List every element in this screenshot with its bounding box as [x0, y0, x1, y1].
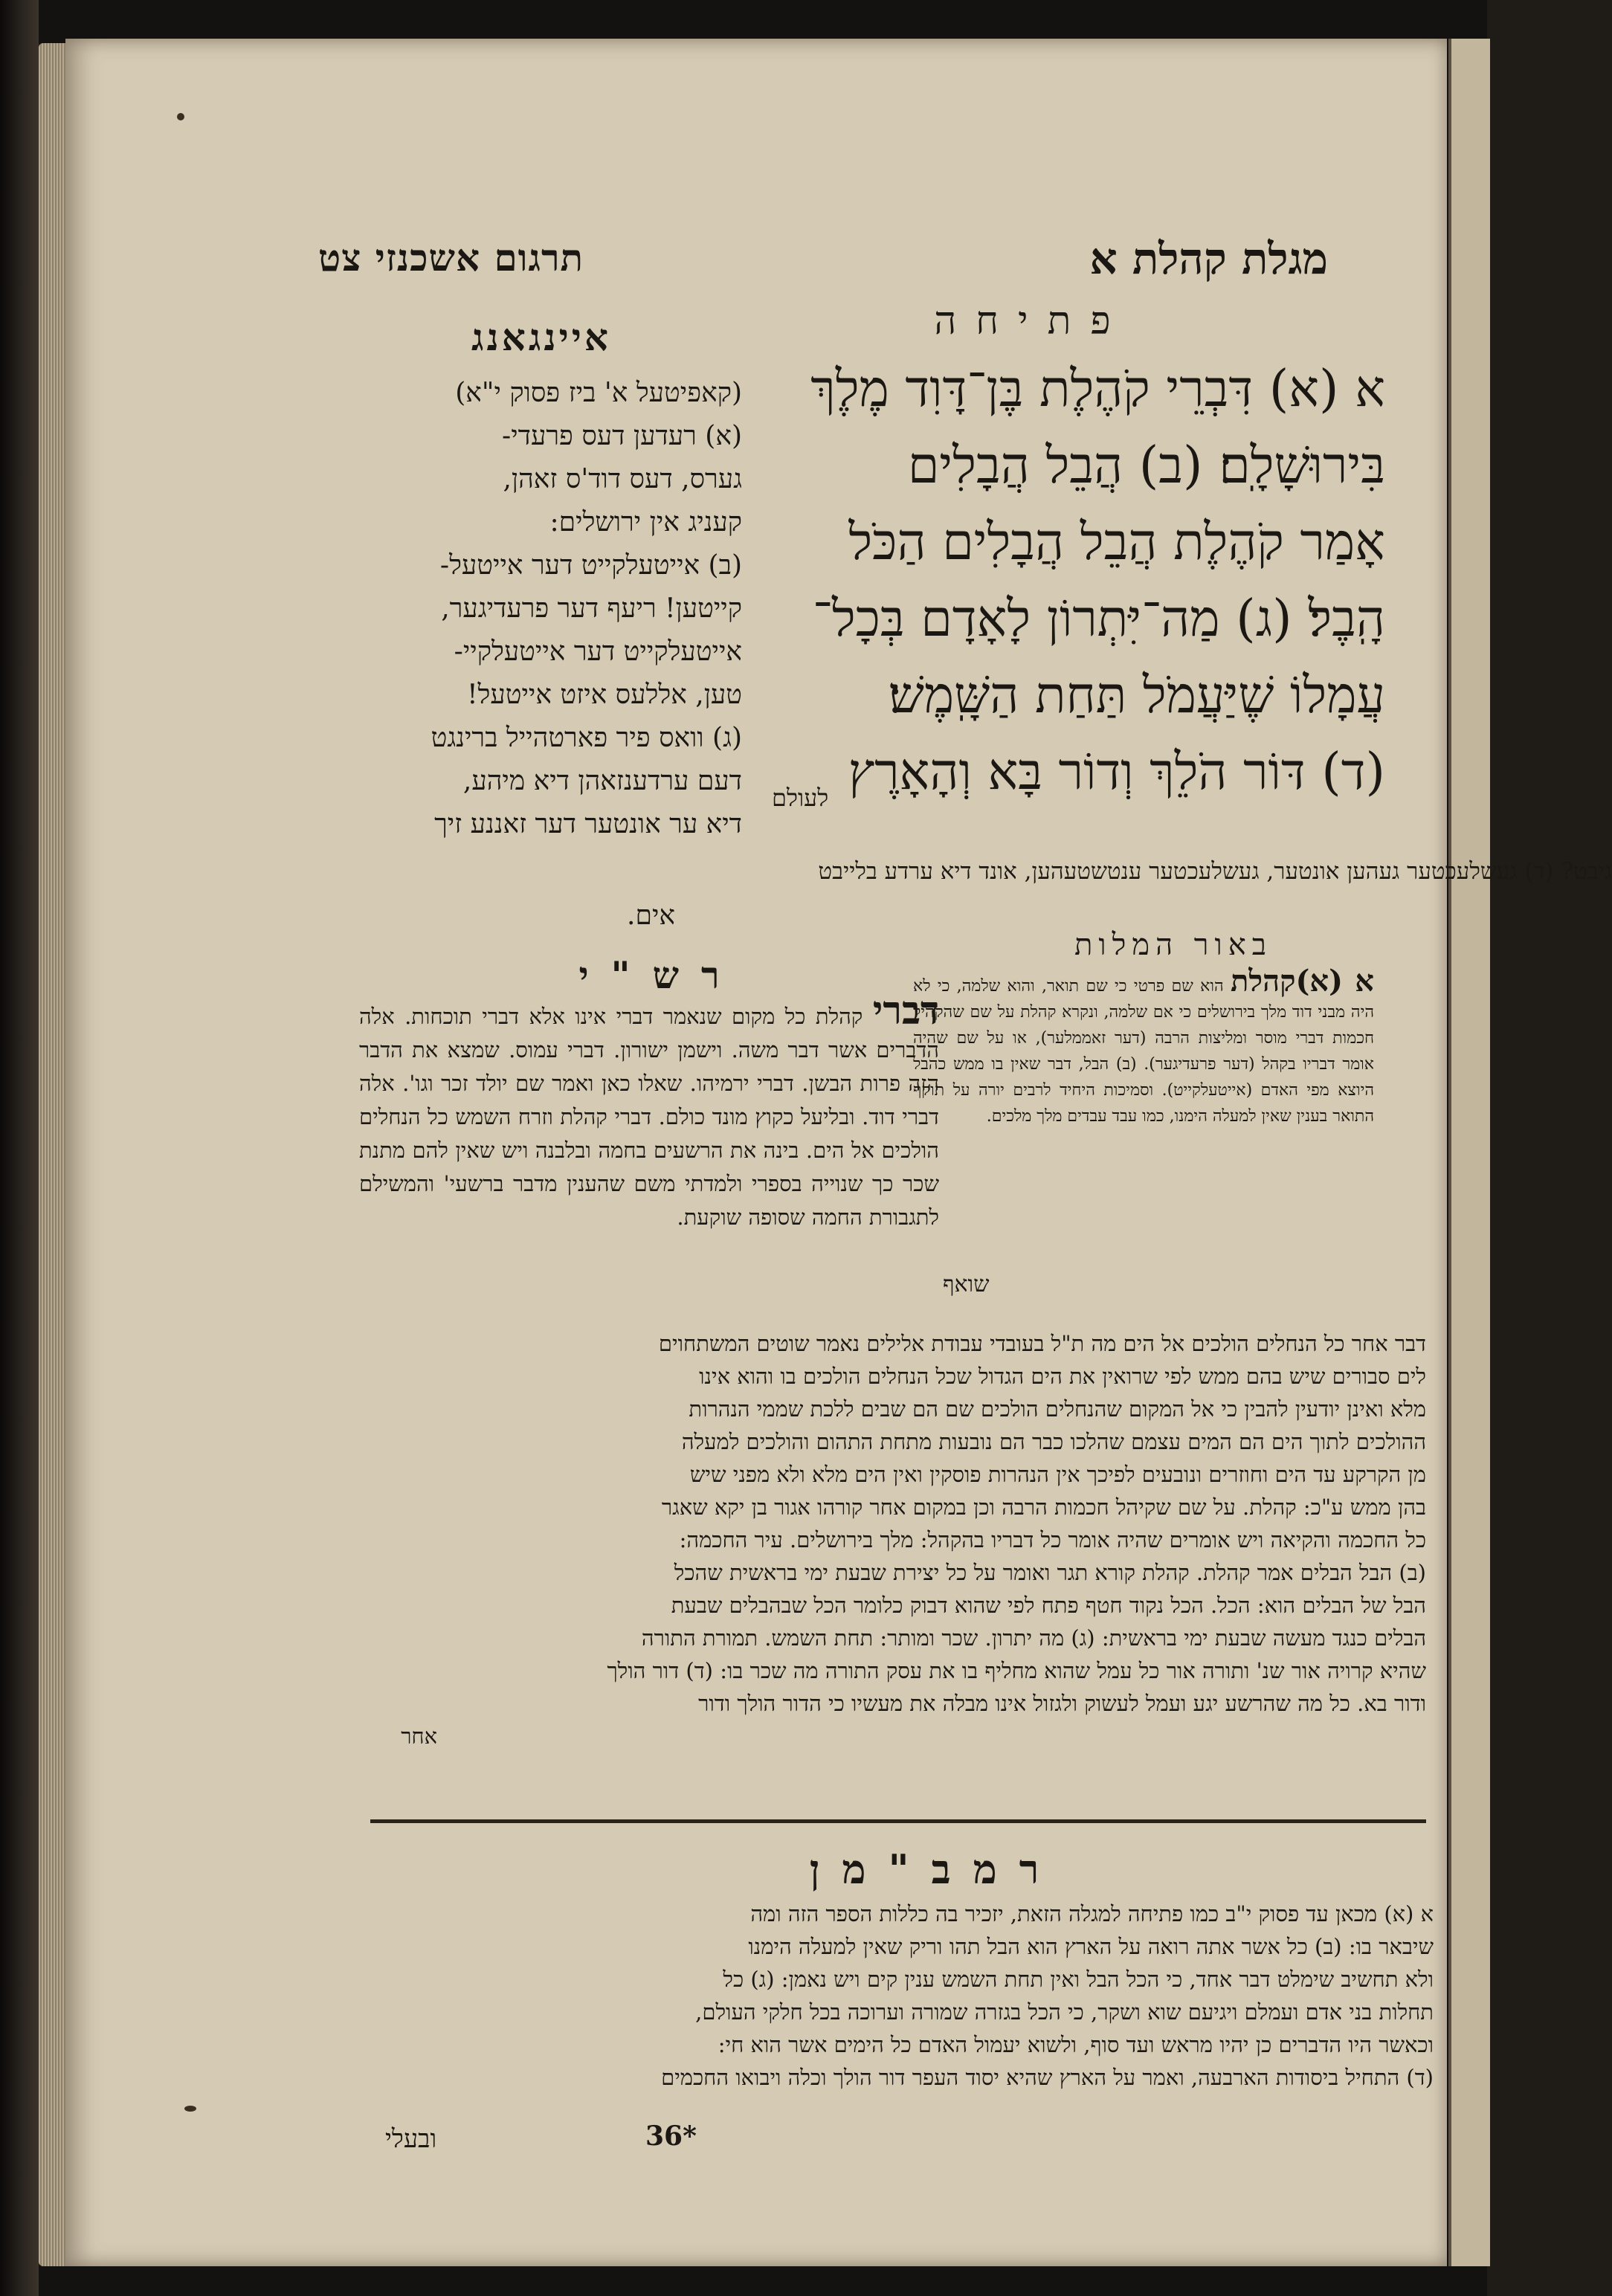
yiddish-line: (ג) וואס פיר פארטהייל ברינגט: [431, 723, 742, 753]
section-divider: [370, 1819, 1426, 1823]
biur-lead-word: א (א)קהלת: [1230, 964, 1374, 999]
rashi-wide-line: בהן ממש ע"כ: קהלת. על שם שקיהל חכמות הרבה וכן במקום אחר קורהו אגור בן יקא שאגר: [661, 1494, 1426, 1520]
biur-commentary: [913, 964, 1374, 1129]
yiddish-continuation: [348, 849, 1612, 938]
book-spine: [0, 0, 39, 2296]
verse-line: א (א) דִּבְרֵי קֹהֶלֶת בֶּן־דָּוִד מֶלֶךְ: [810, 360, 1385, 419]
hebrew-verse-text: [753, 351, 1385, 810]
ramban-line: א (א) מכאן עד פסוק י"ב כמו פתיחה למגלה הזאת, יזכיר בה כללות הספר הזה ומה: [750, 1901, 1434, 1926]
rashi-wide-line: לים סבורים שיש בהם ממש לפי שרואין את הים הגדול שכל הנחלים הולכים בו והוא אינו: [699, 1364, 1426, 1389]
adjacent-page: [1448, 39, 1490, 2266]
ramban-line: שיבאר בו: (ב) כל אשר אתה רואה על הארץ הוא הבל תהו וריק שאין למעלה הימנו: [748, 1934, 1434, 1959]
ink-spot: [177, 113, 184, 120]
yiddish-wide-line: אים.: [627, 900, 675, 931]
rashi-wide-line: ודור בא. כל מה שהרשע יגע ועמל לעשוק ולגזול אינו מבלה את מעשיו כי הדור הולך ודור: [698, 1691, 1426, 1716]
verse-line: אָמַר קֹהֶלֶת הֲבֵל הֲבָלִים הַכֹּל: [848, 513, 1385, 572]
yiddish-title: איינגאנג: [471, 315, 611, 359]
biur-title: באור המלות: [1074, 928, 1272, 962]
verse-catchword: לעולם: [772, 784, 829, 812]
rashi-title: רש"י: [578, 953, 742, 997]
book-page: [65, 39, 1612, 2266]
yiddish-line: קייטען! ריעף דער פרעדיגער,: [441, 593, 742, 624]
rashi-wide-line: הבל של הבלים הוא: הכל. הכל נקוד חטף פתח לפי שהוא דבוק כלומר הכל שבהבלים שבעת: [671, 1593, 1426, 1618]
yiddish-wide-line: גיבט? (ד) געשלעכטער געהען אונטער, געשלעכטער ענטשטעהען, אונד דיא ערדע בלייבט: [818, 858, 1612, 885]
rashi-wide-line: ההולכים לתוך הים הם המים עצמם שהלכו כבר הם נובעות מתחת התהום והולכים למעלה: [681, 1429, 1426, 1454]
rashi-catchword: אחר: [401, 1723, 437, 1749]
ink-spot: [184, 2106, 196, 2112]
rashi-wide-line: הבלים כנגד מעשה שבעת ימי בראשית: (ג) מה יתרון. שכר ומותר: תחת השמש. תמורת התורה: [641, 1625, 1426, 1651]
running-header-left: תרגום אשכנזי צט: [318, 236, 584, 280]
verse-line: בִּירוּשָׁלָֽם׃ (ב) הֲבֵל הֲבָלִים: [907, 436, 1385, 495]
rashi-wide-line: כל החכמה והקיאה ויש אומרים שהיה אומר כל דבריו בהקהל: מלך בירושלים. עיר החכמה:: [679, 1527, 1426, 1552]
peticha-heading: פתיחה: [934, 299, 1130, 344]
rashi-wide-line: מן הקרקע עד הים וחוזרים ונובעים לפיכך אין הנהרות פוסקין ואין הים מלא ולא מפני שיש: [689, 1462, 1426, 1487]
yiddish-line: (א) רעדען דעס פרעדי-: [502, 421, 742, 451]
biur-text: הוא שם פרטי כי שם תואר, והוא שלמה, כי לא היה מבני דוד מלך בירושלים כי אם שלמה, ונקרא קהלת על שם שהקהיל חכמות דברי מוסר ומליצות הרבה (דער זאממלער), או על שם שהיה אומר דבריו בקהל (דער פרעדיגער). (ב) הבל, דבר שאין בו ממש כהבל היוצא מפי האדם (אייטעלקייט). וסמיכות היחיד לרבים יורה על תוקף התואר בענין שאין למעלה הימנו, כמו עבד עבדים מלך מלכים.: [913, 977, 1374, 1126]
yiddish-line: אייטעלקייט דער אייטעלקיי-: [454, 636, 742, 667]
rashi-wide-line: שהיא קרויה אור שנ' ותורה אור כל עמל שהוא מחליף בו את עסק התורה מה שכר בו: (ד) דור הולך: [607, 1658, 1426, 1683]
page-edges: [39, 43, 68, 2266]
rashi-wide-line: (ב) הבל הבלים אמר קהלת. קהלת קורא תגר ואומר על כל יצירת שבעת ימי בראשית שהכל: [674, 1560, 1426, 1585]
rashi-commentary: [359, 988, 940, 1234]
rashi-wide-line: מלא ואינן יודעין להבין כי אל המקום שהנחלים הולכים שם הם שבים ללכת שממי הנהרות: [689, 1396, 1426, 1422]
yiddish-translation: [348, 372, 742, 846]
ramban-line: תחלות בני אדם ועמלם ויגיעם שוא ושקר, כי הכל בגזרה שמורה וערוכה בכל חלקי העולם,: [695, 1999, 1434, 2025]
yiddish-line: קעניג אין ירושלים:: [549, 507, 742, 538]
yiddish-line: גערס, דעס דוד'ס זאהן,: [503, 464, 742, 494]
rashi-wide-line: דבר אחר כל הנחלים הולכים אל הים מה ת"ל בעובדי עבודת אלילים נאמר שוטים המשתחוים: [658, 1331, 1426, 1356]
yiddish-line: דעם ערדענזאהן דיא מיהע,: [462, 766, 742, 796]
ramban-commentary: [348, 1897, 1434, 2094]
page-catchword: ובעלי: [385, 2124, 437, 2154]
ramban-line: (ד) התחיל ביסודות הארבעה, ואמר על הארץ שהיא יסוד העפר דור הולך וכלה ויבואו החכמים: [661, 2065, 1434, 2090]
signature-mark: 36*: [645, 2121, 697, 2152]
rashi-lead-word: דברי: [872, 988, 940, 1033]
verse-line: עֲמָלוֹ שֶׁיַּעֲמֹל תַּחַת הַשָּֽׁמֶשׁ׃: [888, 666, 1385, 725]
ramban-line: ולא תחשיב שימלט דבר אחד, כי הכל הבל ואין תחת השמש ענין קים ויש נאמן: (ג) כל: [723, 1967, 1434, 1992]
yiddish-line: דיא ער אונטער דער זאננע זיך: [434, 809, 742, 839]
ramban-title: רמב"מן: [809, 1845, 1062, 1893]
yiddish-line: (ב) אייטעלקייט דער אייטעל-: [439, 550, 742, 581]
yiddish-line: טען, אללעס איזט אייטעל!: [467, 680, 742, 710]
rashi-text: קהלת כל מקום שנאמר דברי אינו אלא דברי תוכחות. אלה הדברים אשר דבר משה. וישמן ישורון. דברי עמוס. שמצא את הדבר הזה פרות הבשן. דברי ירמיהו. שאלו כאן ואמר שם יולד זכר וגו'. אלה דברי דוד. ובליעל כקוץ מונד כולם. דברי קהלת וזרח השמש כל הנחלים הולכים אל הים. בינה את הרשעים בחמה ובלבנה ויש שאין להם מתנת שכר כך שנוייה בספרי ולמדתי משם שהענין מדבר ברשעי' והמשילם לתגבורת החמה שסופה שוקעת.: [359, 1004, 939, 1230]
yiddish-line: (קאפיטעל א' ביז פסוק י"א): [455, 378, 742, 408]
running-header-right: מגלת קהלת א: [1089, 233, 1328, 284]
biur-signature: שואף: [943, 1271, 990, 1297]
ramban-line: וכאשר היו הדברים כן יהיו מראש ועד סוף, ולשוא יעמול האדם כל הימים אשר הוא חי:: [718, 2032, 1434, 2057]
rashi-commentary-wide: [355, 1327, 1426, 1752]
verse-line: הָֽבֶל׃ (ג) מַה־יִּתְרוֹן לָאָדָם בְּכָל־: [812, 590, 1385, 648]
verse-line: (ד) דּוֹר הֹלֵךְ וְדוֹר בָּא וְהָאָרֶץ: [848, 743, 1385, 802]
